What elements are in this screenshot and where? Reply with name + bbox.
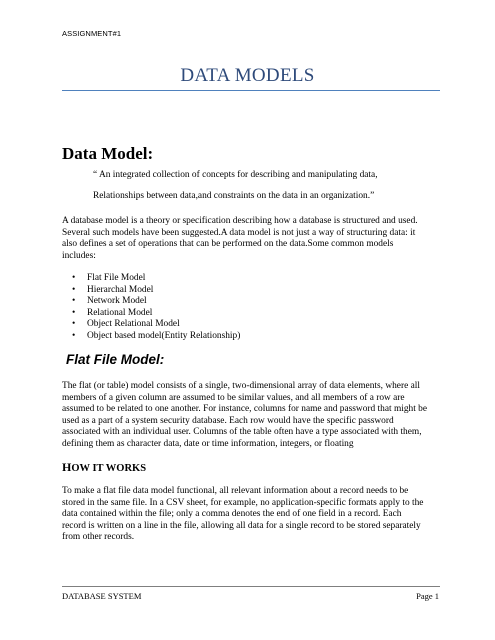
how-it-works-rest: OW IT WORKS	[71, 463, 147, 474]
flat-file-line: assumed to be related to one another. For instance, columns for name and password that might be	[62, 404, 428, 414]
intro-line: includes:	[62, 250, 96, 261]
flat-file-heading: Flat File Model:	[66, 352, 165, 367]
how-it-works-line: from other records.	[62, 532, 135, 542]
model-list-item	[72, 308, 240, 320]
flat-file-line: members of a given column are assumed to be similar values, and all members of a row are	[62, 392, 405, 403]
footer-course-name: DATABASE SYSTEM	[62, 591, 142, 601]
model-list-item	[72, 319, 240, 331]
bullet-icon: •	[72, 330, 76, 341]
flat-file-line: used as a part of a system security database. Each row would have the specific password	[62, 415, 394, 426]
flat-file-line: defining them as character data, date or time information, integers, or floating	[62, 438, 354, 449]
how-it-works-line: record is written on a line in the file, allowing all data for a single record to be stored separately	[62, 520, 421, 531]
model-name: Hierarchal Model	[87, 284, 154, 295]
how-it-works-line: To make a flat file data model functional, all relevant information about a record needs to be	[62, 486, 409, 496]
model-list	[72, 273, 240, 342]
document-title: DATA MODELS	[180, 65, 315, 86]
intro-paragraph	[62, 216, 439, 262]
how-it-works-initial: H	[62, 460, 72, 474]
flat-file-line: associated with an individual user. Columns of the table often have a type associated with them,	[62, 427, 422, 437]
data-model-heading: Data Model:	[62, 144, 154, 163]
definition-quote-line-1: “ An integrated collection of concepts for describing and manipulating data,	[93, 170, 378, 180]
how-it-works-heading	[62, 460, 146, 475]
definition-quote-line-2: Relationships between data,and constraints on the data in an organization.”	[93, 191, 375, 201]
flat-file-paragraph	[62, 381, 439, 450]
intro-line: also defines a set of operations that can be performed on the data.Some common models	[62, 239, 394, 249]
model-list-item	[72, 296, 240, 308]
model-list-item	[72, 273, 240, 285]
how-it-works-line: data contained within the file; only a comma denotes the end of one field in a record. Each	[62, 509, 402, 519]
bullet-icon: •	[72, 296, 76, 306]
model-name: Network Model	[87, 296, 147, 306]
how-it-works-line: stored in the same file. In a CSV sheet, for example, no application-specific formats apply to the	[62, 497, 424, 508]
model-name: Object based model(Entity Relationship)	[87, 330, 241, 341]
how-it-works-paragraph	[62, 486, 439, 544]
footer-page-number: Page 1	[416, 591, 439, 601]
intro-line: A database model is a theory or specification describing how a database is structured and used.	[62, 216, 418, 226]
bullet-icon: •	[72, 307, 76, 318]
model-name: Relational Model	[87, 307, 153, 318]
model-list-item	[72, 331, 240, 343]
model-name: Object Relational Model	[87, 319, 180, 329]
bullet-icon: •	[72, 284, 76, 295]
footer-divider	[62, 586, 440, 587]
intro-line: Several such models have been suggested.A data model is not just a way of structuring data: it	[62, 227, 416, 238]
bullet-icon: •	[72, 273, 76, 283]
model-list-item	[72, 285, 240, 297]
title-underline	[62, 90, 440, 91]
flat-file-line: The flat (or table) model consists of a single, two-dimensional array of data elements, where all	[62, 381, 420, 391]
page-header-label: ASSIGNMENT#1	[62, 29, 122, 38]
bullet-icon: •	[72, 319, 76, 329]
model-name: Flat File Model	[87, 273, 146, 283]
